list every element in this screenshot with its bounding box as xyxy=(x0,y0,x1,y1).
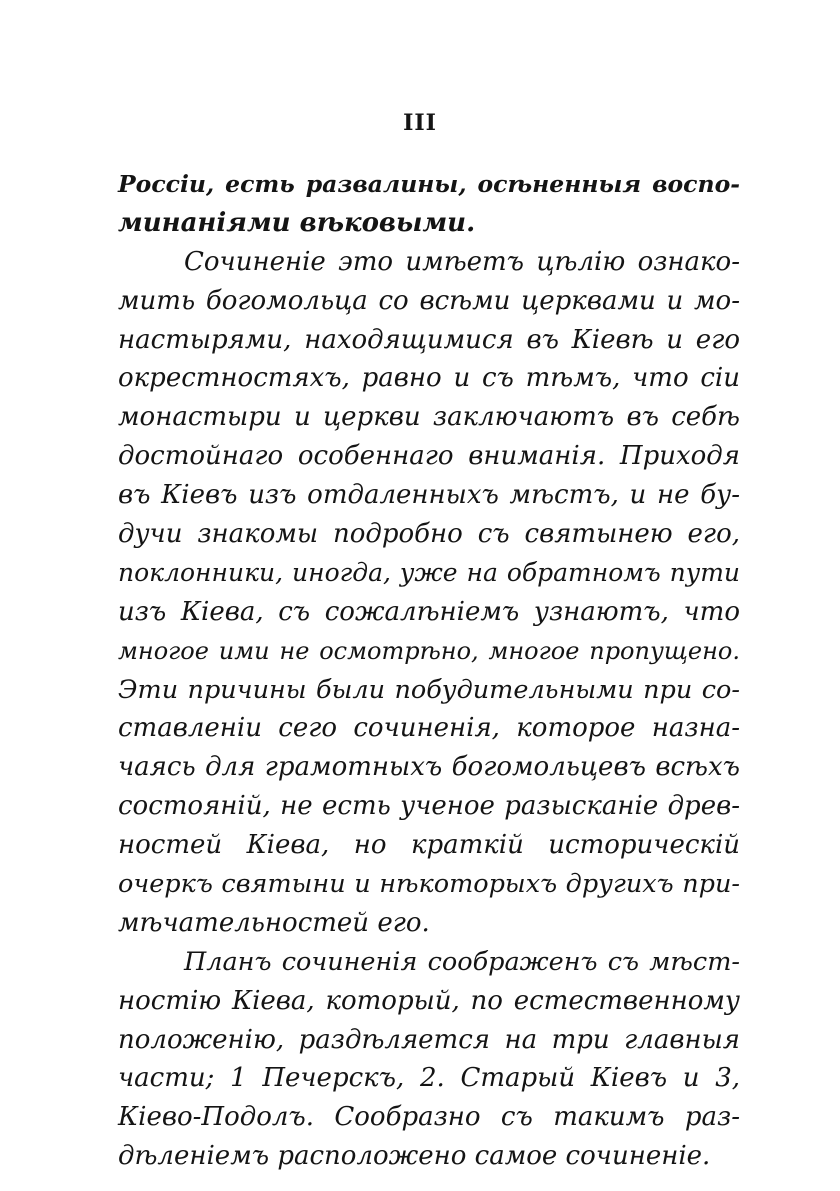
text-line: мѣчательностей его. xyxy=(118,907,430,938)
text-line: многое ими не осмотрѣно, многое пропущено. xyxy=(118,636,740,665)
text-line: дѣленіемъ расположено самое сочиненіе. xyxy=(118,1141,711,1172)
text-line: ностію Кіева, который, по естественному xyxy=(118,985,740,1016)
text-line: чаясь для грамотныхъ богомольцевъ всѣхъ xyxy=(118,752,740,783)
text-line: очеркъ святыни и нѣкоторыхъ другихъ при- xyxy=(118,869,740,900)
text-body xyxy=(118,165,740,1176)
text-line: минаніями вѣковыми. xyxy=(118,207,476,238)
text-line: поклонники, иногда, уже на обратномъ пути xyxy=(118,557,740,587)
text-line: Кіево-Подолъ. Сообразно съ такимъ раз- xyxy=(118,1102,740,1133)
text-line: изъ Кіева, съ сожалѣніемъ узнаютъ, что xyxy=(118,596,740,627)
text-line: въ Кіевъ изъ отдаленныхъ мѣстъ, и не бу- xyxy=(118,480,740,511)
text-line: Эти причины были побудительными при со- xyxy=(118,674,740,705)
text-line: состояній, не есть ученое разысканіе древ- xyxy=(118,791,740,822)
text-line: достойнаго особеннаго вниманія. Приходя xyxy=(118,441,740,472)
text-line: монастыри и церкви заключаютъ въ себѣ xyxy=(118,402,740,433)
text-line: ностей Кіева, но краткій историческій xyxy=(118,830,740,861)
text-line: положенію, раздѣляется на три главныя xyxy=(118,1024,740,1055)
text-line: ставленіи сего сочиненія, которое назна- xyxy=(118,713,740,744)
text-line: окрестностяхъ, равно и съ тѣмъ, что сіи xyxy=(118,363,740,394)
text-line: дучи знакомы подробно съ святынею его, xyxy=(118,519,740,550)
text-line: части; 1 Печерскъ, 2. Старый Кіевъ и 3, xyxy=(118,1063,740,1094)
text-line: мить богомольца со всѣми церквами и мо- xyxy=(118,285,740,316)
page-number: III xyxy=(403,110,437,136)
text-line: Планъ сочиненія соображенъ съ мѣст- xyxy=(184,946,740,977)
text-line: настырями, находящимися въ Кіевѣ и его xyxy=(118,324,740,355)
text-line: Россіи, есть развалины, осѣненныя воспо- xyxy=(118,170,740,198)
text-line: Сочиненіе это имѣетъ цѣлію ознако- xyxy=(184,246,740,277)
